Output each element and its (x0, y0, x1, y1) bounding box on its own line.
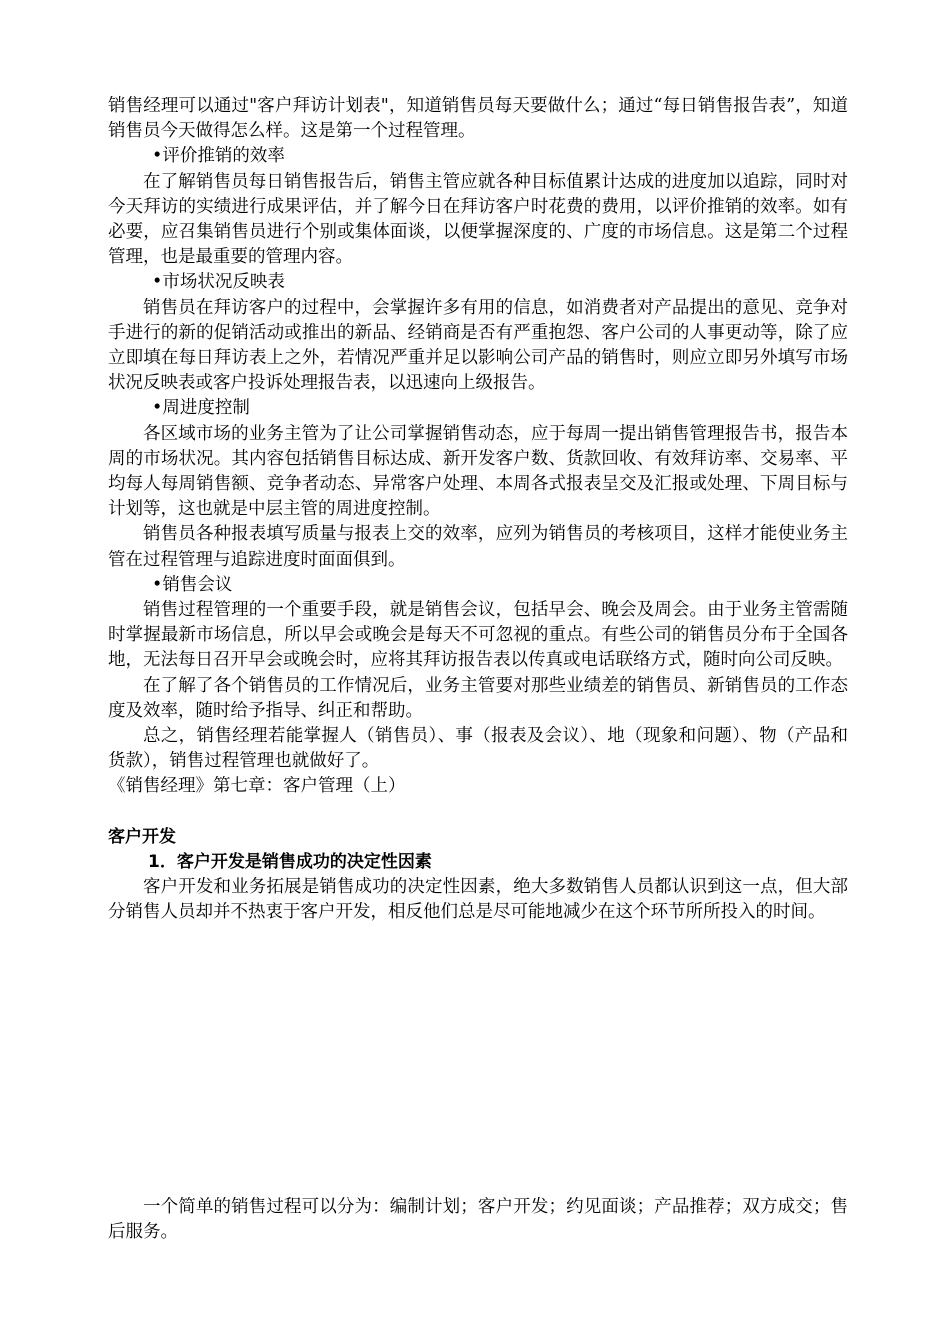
bullet-market-report: •市场状况反映表 (152, 272, 285, 293)
section-title: 客户开发 (108, 826, 176, 847)
paragraph-customer-development: 客户开发和业务拓展是销售成功的决定性因素，绝大多数销售人员都认识到这一点，但大部分销售人员却并不热衷于客户开发，相反他们总是尽可能地减少在这个环节所所投入的时间。 (108, 877, 848, 923)
subsection-title: 1．客户开发是销售成功的决定性因素 (148, 851, 432, 872)
spacer (108, 800, 848, 825)
paragraph-guidance: 在了解了各个销售员的工作情况后，业务主管要对那些业绩差的销售员、新销售员的工作态度及效率，随时给予指导、纠正和帮助。 (108, 675, 848, 721)
chapter-title: 《销售经理》第七章：客户管理（上） (108, 776, 406, 797)
paragraph-weekly-control: 各区域市场的业务主管为了让公司掌握销售动态，应于每周一提出销售管理报告书，报告本周的市场状况。其内容包括销售目标达成、新开发客户数、货款回收、有效拜访率、交易率、平均每人每周销售额、竞争者动态、异常客户处理、本周各式报表呈交及汇报或处理、下周目标与计划等，这也就是中层主管的周进度控制。 (108, 423, 848, 520)
paragraph-report-quality: 销售员各种报表填写质量与报表上交的效率，应列为销售员的考核项目，这样才能使业务主管在过程管理与追踪进度时面面俱到。 (108, 524, 848, 570)
bullet-weekly-control: •周进度控制 (152, 398, 250, 419)
paragraph-sales-meeting: 销售过程管理的一个重要手段，就是销售会议，包括早会、晚会及周会。由于业务主管需随时掌握最新市场信息，所以早会或晚会是每天不可忽视的重点。有些公司的销售员分布于全国各地，无法每日召开早会或晚会时，应将其拜访报告表以传真或电话联络方式，随时向公司反映。 (108, 600, 848, 671)
bottom-text-block (108, 1195, 848, 1245)
bullet-evaluate-efficiency: •评价推销的效率 (152, 146, 285, 167)
document-body (108, 94, 848, 926)
paragraph-sales-process: 一个简单的销售过程可以分为：编制计划；客户开发；约见面谈；产品推荐；双方成交；售后服务。 (108, 1197, 848, 1243)
paragraph-evaluate-efficiency: 在了解销售员每日销售报告后，销售主管应就各种目标值累计达成的进度加以追踪，同时对今天拜访的实绩进行成果评估，并了解今日在拜访客户时花费的费用，以评价推销的效率。如有必要，应召集销售员进行个别或集体面谈，以便掌握深度的、广度的市场信息。这是第二个过程管理，也是最重要的管理内容。 (108, 171, 848, 268)
paragraph-summary: 总之，销售经理若能掌握人（销售员）、事（报表及会议）、地（现象和问题）、物（产品和货款），销售过程管理也就做好了。 (108, 726, 848, 772)
bullet-sales-meeting: •销售会议 (152, 574, 233, 595)
paragraph-process-intro: 销售经理可以通过"客户拜访计划表"，知道销售员每天要做什么；通过“每日销售报告表”，知道销售员今天做得怎么样。这是第一个过程管理。 (108, 96, 848, 142)
paragraph-market-report: 销售员在拜访客户的过程中，会掌握许多有用的信息，如消费者对产品提出的意见、竞争对手进行的新的促销活动或推出的新品、经销商是否有严重抱怨、客户公司的人事更动等，除了应立即填在每日拜访表上之外，若情况严重并足以影响公司产品的销售时，则应立即另外填写市场状况反映表或客户投诉处理报告表，以迅速向上级报告。 (108, 297, 848, 394)
